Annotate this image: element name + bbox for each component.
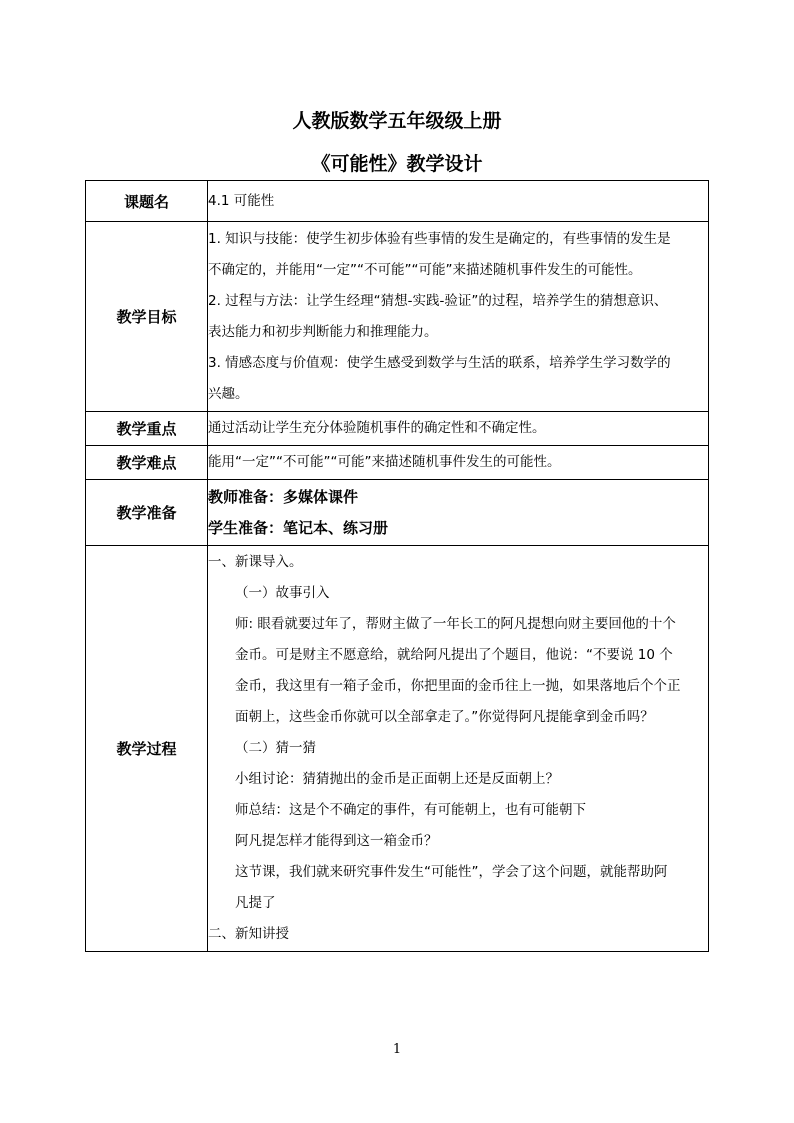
process-line: 这节课，我们就来研究事件发生“可能性”，学会了这个问题，就能帮助阿 xyxy=(235,864,668,880)
value-topic: 4.1 可能性 xyxy=(208,181,709,222)
value-process xyxy=(208,546,709,952)
label-preparation: 教学准备 xyxy=(86,480,208,546)
row-preparation xyxy=(86,480,709,546)
value-key-points: 通过活动让学生充分体验随机事件的确定性和不确定性。 xyxy=(208,412,709,446)
process-line: 小组讨论：猜猜抛出的金币是正面朝上还是反面朝上？ xyxy=(235,771,559,787)
goals-line: 3. 情感态度与价值观：使学生感受到数学与生活的联系，培养学生学习数学的 xyxy=(208,354,671,371)
label-topic: 课题名 xyxy=(86,181,208,222)
label-difficulties: 教学难点 xyxy=(86,446,208,480)
label-key-points: 教学重点 xyxy=(86,412,208,446)
teacher-preparation: 教师准备：多媒体课件 xyxy=(208,487,359,506)
goals-line: 兴趣。 xyxy=(208,385,249,402)
goals-line: 2. 过程与方法：让学生经理“猜想-实践-验证”的过程，培养学生的猜想意识、 xyxy=(208,292,668,309)
row-difficulties xyxy=(86,446,709,480)
process-line: 金币。可是财主不愿意给，就给阿凡提出了个题目，他说：“不要说 10 个 xyxy=(235,647,673,663)
value-preparation xyxy=(208,480,709,546)
value-difficulties: 能用“一定”“不可能”“可能”来描述随机事件发生的可能性。 xyxy=(208,446,709,480)
row-process xyxy=(86,546,709,952)
document-title: 人教版数学五年级级上册 xyxy=(292,110,502,132)
process-line: （一）故事引入 xyxy=(235,585,330,601)
process-line: 二、新知讲授 xyxy=(208,926,289,942)
goals-line: 不确定的，并能用“一定”“不可能”“可能”来描述随机事件发生的可能性。 xyxy=(208,261,642,278)
label-process: 教学过程 xyxy=(86,546,208,952)
value-goals xyxy=(208,222,709,412)
goals-line: 表达能力和初步判断能力和推理能力。 xyxy=(208,323,438,340)
page-number: 1 xyxy=(392,1042,402,1057)
row-topic xyxy=(86,181,709,222)
row-key-points xyxy=(86,412,709,446)
process-line: 面朝上，这些金币你就可以全部拿走了。”你觉得阿凡提能拿到金币吗？ xyxy=(235,709,654,725)
process-line: 师总结：这是个不确定的事件，有可能朝上，也有可能朝下 xyxy=(235,802,586,818)
row-goals xyxy=(86,222,709,412)
process-line: 金币，我这里有一箱子金币，你把里面的金币往上一抛，如果落地后个个正 xyxy=(235,678,681,694)
label-goals: 教学目标 xyxy=(86,222,208,412)
goals-line: 1. 知识与技能：使学生初步体验有些事情的发生是确定的，有些事情的发生是 xyxy=(208,230,671,247)
process-line: 阿凡提怎样才能得到这一箱金币？ xyxy=(235,833,438,849)
process-line: 凡提了 xyxy=(235,895,276,911)
document-subtitle: 《可能性》教学设计 xyxy=(311,153,483,175)
process-line: 师: 眼看就要过年了，帮财主做了一年长工的阿凡提想向财主要回他的十个 xyxy=(235,616,676,632)
process-line: （二）猜一猜 xyxy=(235,740,316,756)
lesson-plan-table xyxy=(85,180,709,952)
process-line: 一、新课导入。 xyxy=(208,554,303,570)
student-preparation: 学生准备：笔记本、练习册 xyxy=(208,518,389,537)
